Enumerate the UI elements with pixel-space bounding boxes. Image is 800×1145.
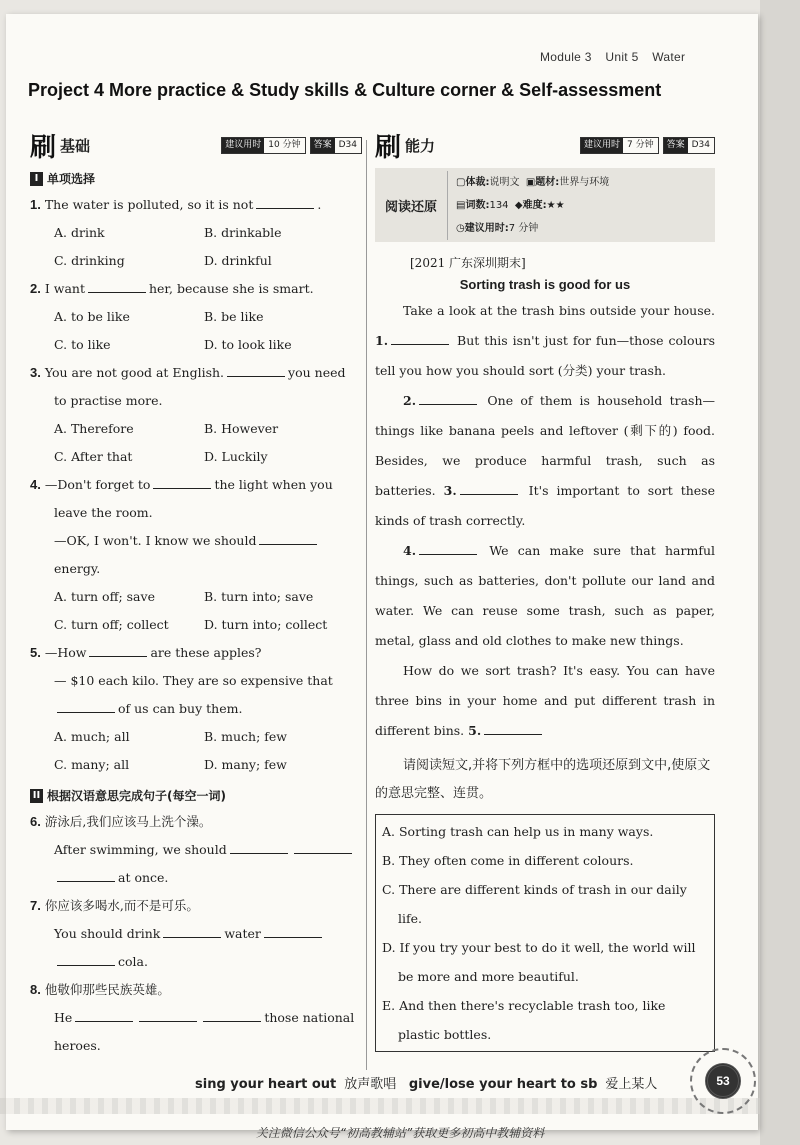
passage-paragraph-3: 4. We can make sure that harmful things, such as batteries, don't pollute our land and water. We can reuse some trash, such as paper, metal, glass and old clothes to make new things.: [375, 543, 715, 648]
band-label: 基础: [60, 136, 91, 155]
footer-phrase-2: give/lose your heart to sb: [408, 1077, 598, 1092]
column-divider: [366, 140, 367, 1070]
answer-blank[interactable]: [75, 1009, 133, 1022]
question-1: 1. The water is polluted, so it is not . A. drink B. drinkable C. drinking D. drinkful: [30, 197, 322, 268]
difficulty-icon: ◆: [514, 199, 523, 211]
source-label: [2021 广东深圳期末]: [410, 256, 526, 270]
answer-blank[interactable]: [419, 392, 477, 405]
page-number: 53: [705, 1063, 741, 1099]
ability-practice-column: [375, 128, 715, 1052]
answer-blank[interactable]: [89, 644, 147, 657]
answer-blank[interactable]: [259, 532, 317, 545]
option-item: E. And then there's recyclable trash too, like plastic bottles.: [382, 998, 666, 1042]
band-label: 能力: [405, 136, 436, 155]
instruction-text: 请阅读短文,并将下列方框中的选项还原到文中,使原文的意思完整、连贯。: [375, 758, 711, 801]
section-heading-1: I 单项选择: [30, 170, 362, 187]
answer-blank[interactable]: [256, 196, 314, 209]
topic-label: Water: [652, 50, 686, 64]
decorative-strip: [0, 1098, 760, 1114]
question-4: 4. —Don't forget to the light when you leave the room. —OK, I won't. I know we should energy. A. turn off; save B. turn into; save C. turn off; collect D. turn into; collect: [30, 477, 333, 632]
answer-blank[interactable]: [484, 722, 542, 735]
answer-blank[interactable]: [88, 280, 146, 293]
option-item: C. There are different kinds of trash in our daily life.: [382, 882, 687, 926]
passage-paragraph-4: How do we sort trash? It's easy. You can have three bins in your home and put different trash in different bins. 5.: [375, 663, 715, 738]
info-title: 阅读还原: [384, 199, 437, 215]
word-count-icon: ▤: [456, 199, 466, 211]
footer-phrase-1-cn: 放声歌唱: [344, 1077, 397, 1092]
unit-label: Unit 5: [605, 50, 639, 64]
question-2: 2. I want her, because she is smart. A. to be like B. be like C. to like D. to look like: [30, 281, 314, 352]
ability-band: [375, 128, 715, 162]
answer-ref-tag: 答案 D34: [663, 137, 715, 154]
passage-title: Sorting trash is good for us: [459, 277, 631, 292]
answer-blank[interactable]: [163, 925, 221, 938]
answer-blank[interactable]: [227, 364, 285, 377]
answer-blank[interactable]: [153, 476, 211, 489]
answer-blank[interactable]: [460, 482, 518, 495]
footer-phrases: [195, 1073, 665, 1092]
answer-ref-tag: 答案 D34: [310, 137, 362, 154]
question-5: 5. —How are these apples? — $10 each kilo. They are so expensive that of us can buy them. A. much; all B. much; few C. many; all D. many; few: [30, 645, 333, 772]
answer-blank[interactable]: [57, 869, 115, 882]
reading-info-box: 阅读还原 ▢体裁:说明文 ▣题材:世界与环境 ▤词数:134 ◆难度:★★ ◷建议用时:7 分钟: [375, 168, 715, 242]
basic-band: [30, 128, 362, 162]
module-label: Module 3: [540, 50, 592, 64]
answer-blank[interactable]: [391, 332, 449, 345]
running-header: [540, 50, 695, 64]
answer-blank[interactable]: [419, 542, 477, 555]
footer-phrase-1: sing your heart out: [195, 1077, 337, 1092]
answer-blank[interactable]: [294, 841, 352, 854]
question-6: 6. 游泳后,我们应该马上洗个澡。 After swimming, we should at once.: [30, 808, 362, 892]
basic-practice-column: [30, 128, 362, 1060]
footer-phrase-2-cn: 爱上某人: [605, 1077, 658, 1092]
answer-blank[interactable]: [230, 841, 288, 854]
options-box: [375, 814, 715, 1052]
question-3: 3. You are not good at English. you need to practise more. A. Therefore B. However C. After that D. Luckily: [30, 365, 346, 464]
answer-blank[interactable]: [203, 1009, 261, 1022]
suggested-time-tag: 建议用时 10 分钟: [221, 137, 305, 154]
option-item: B. They often come in different colours.: [382, 853, 634, 868]
passage-paragraph-2: 2. One of them is household trash—things like banana peels and leftover (剩下的) food. Besides, we produce harmful trash, such as batteries. 3. It's important to sort these kinds of trash correctly.: [375, 393, 715, 528]
question-8: 8. 他敬仰那些民族英雄。 He those national heroes.: [30, 982, 355, 1053]
option-item: D. If you try your best to do it well, the world will be more and more beautiful.: [382, 940, 696, 984]
suggested-time-tag: 建议用时 7 分钟: [580, 137, 659, 154]
watermark-text: 关注微信公众号“初高教辅站”获取更多初高中教辅资料: [255, 1126, 545, 1140]
answer-blank[interactable]: [57, 953, 115, 966]
passage-paragraph-1: Take a look at the trash bins outside your house. 1. But this isn't just for fun—those colours tell you how you should sort (分类) your trash.: [375, 303, 715, 378]
answer-blank[interactable]: [264, 925, 322, 938]
page-title: Project 4 More practice & Study skills & Culture corner & Self-assessment: [28, 80, 662, 100]
topic-icon: ▣: [525, 176, 536, 188]
answer-blank[interactable]: [57, 700, 115, 713]
answer-blank[interactable]: [139, 1009, 197, 1022]
clock-icon: ◷: [456, 222, 465, 234]
question-7: 7. 你应该多喝水,而不是可乐。 You should drink water cola.: [30, 892, 362, 976]
section-heading-2: II 根据汉语意思完成句子(每空一词): [30, 787, 362, 804]
brush-icon: 刷: [30, 132, 57, 163]
genre-icon: ▢: [456, 176, 466, 188]
option-item: A. Sorting trash can help us in many ways.: [382, 824, 654, 839]
brush-icon: 刷: [375, 132, 402, 163]
page-edge-shadow: [760, 0, 800, 1145]
